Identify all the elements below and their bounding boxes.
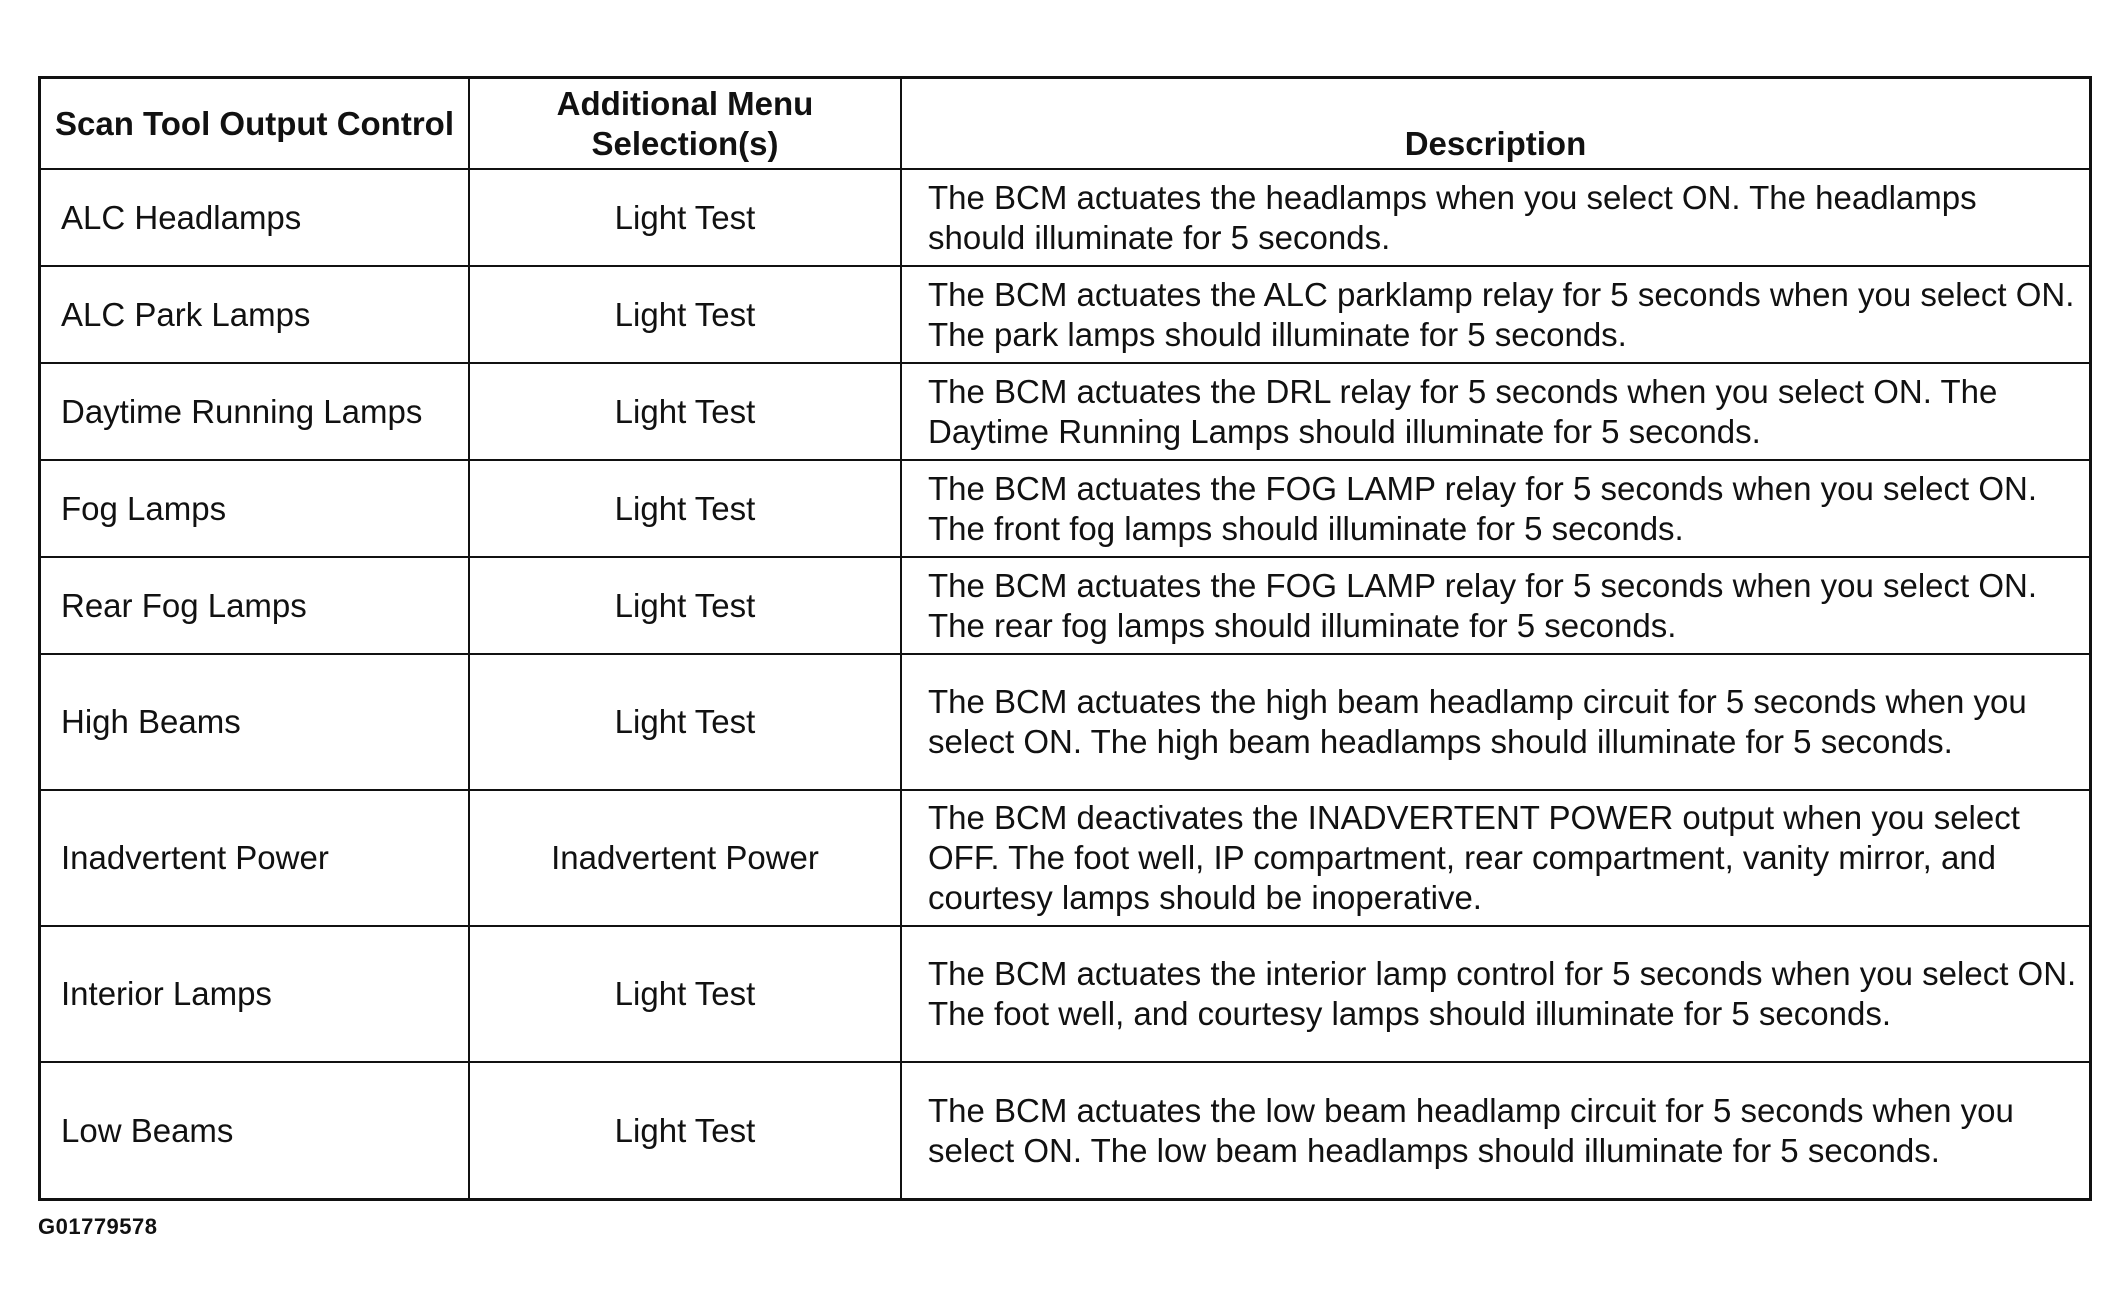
row-description: The BCM actuates the FOG LAMP relay for 5 seconds when you select ON. The front fog lamps should illuminate for 5 seconds. — [901, 460, 2089, 557]
row-control-name: ALC Park Lamps — [41, 266, 469, 363]
row-control-name: Low Beams — [41, 1062, 469, 1198]
header-menu-selection: Additional Menu Selection(s) — [469, 79, 901, 169]
figure-id: G01779578 — [38, 1214, 158, 1239]
row-control-name: ALC Headlamps — [41, 169, 469, 266]
row-description: The BCM deactivates the INADVERTENT POWER output when you select OFF. The foot well, IP compartment, rear compartment, vanity mirror, and courtesy lamps should be inoperative. — [901, 790, 2089, 926]
row-menu-selection: Light Test — [469, 557, 901, 654]
table-row — [41, 654, 2089, 790]
row-description: The BCM actuates the DRL relay for 5 seconds when you select ON. The Daytime Running Lamps should illuminate for 5 seconds. — [901, 363, 2089, 460]
table-row — [41, 557, 2089, 654]
table-row — [41, 460, 2089, 557]
table-header-row — [41, 79, 2089, 169]
row-control-name: High Beams — [41, 654, 469, 790]
row-description: The BCM actuates the interior lamp control for 5 seconds when you select ON. The foot well, and courtesy lamps should illuminate for 5 seconds. — [901, 926, 2089, 1062]
row-menu-selection: Light Test — [469, 363, 901, 460]
table-row — [41, 926, 2089, 1062]
header-output-control: Scan Tool Output Control — [41, 79, 469, 169]
row-description: The BCM actuates the headlamps when you select ON. The headlamps should illuminate for 5 seconds. — [901, 169, 2089, 266]
row-description: The BCM actuates the low beam headlamp circuit for 5 seconds when you select ON. The low beam headlamps should illuminate for 5 seconds. — [901, 1062, 2089, 1198]
row-menu-selection: Light Test — [469, 169, 901, 266]
row-control-name: Interior Lamps — [41, 926, 469, 1062]
row-description: The BCM actuates the ALC parklamp relay for 5 seconds when you select ON. The park lamps should illuminate for 5 seconds. — [901, 266, 2089, 363]
output-controls-table — [41, 79, 2089, 1198]
table-row — [41, 1062, 2089, 1198]
row-menu-selection: Light Test — [469, 1062, 901, 1198]
header-description: Description — [901, 79, 2089, 169]
row-control-name: Daytime Running Lamps — [41, 363, 469, 460]
row-description: The BCM actuates the FOG LAMP relay for 5 seconds when you select ON. The rear fog lamps should illuminate for 5 seconds. — [901, 557, 2089, 654]
row-control-name: Rear Fog Lamps — [41, 557, 469, 654]
row-menu-selection: Light Test — [469, 654, 901, 790]
row-menu-selection: Light Test — [469, 926, 901, 1062]
table-row — [41, 363, 2089, 460]
row-control-name: Fog Lamps — [41, 460, 469, 557]
row-menu-selection: Light Test — [469, 460, 901, 557]
table-row — [41, 266, 2089, 363]
table-row — [41, 169, 2089, 266]
table-row — [41, 790, 2089, 926]
output-controls-table-frame — [38, 76, 2092, 1201]
row-menu-selection: Inadvertent Power — [469, 790, 901, 926]
row-description: The BCM actuates the high beam headlamp circuit for 5 seconds when you select ON. The high beam headlamps should illuminate for 5 seconds. — [901, 654, 2089, 790]
row-menu-selection: Light Test — [469, 266, 901, 363]
row-control-name: Inadvertent Power — [41, 790, 469, 926]
